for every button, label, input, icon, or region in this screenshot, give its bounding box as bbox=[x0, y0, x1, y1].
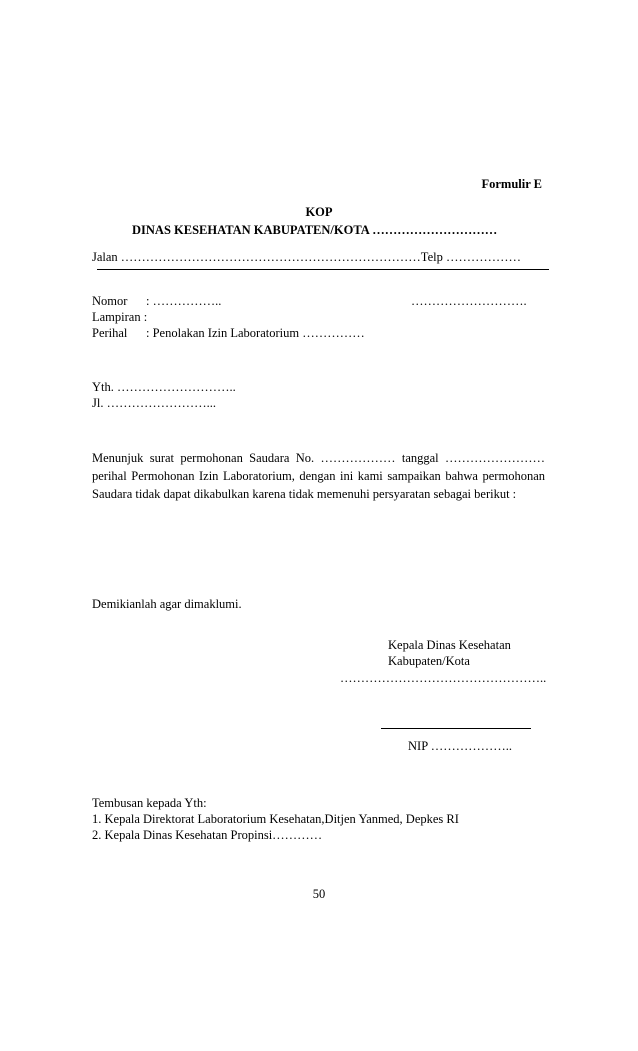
cc-heading: Tembusan kepada Yth: bbox=[92, 796, 207, 810]
perihal-value: : Penolakan Izin Laboratorium …………… bbox=[146, 326, 365, 340]
signature-title-2: Kabupaten/Kota bbox=[388, 654, 470, 668]
cc-item-2: 2. Kepala Dinas Kesehatan Propinsi………… bbox=[92, 828, 323, 842]
date-placeholder: ………………………. bbox=[411, 294, 527, 308]
body-line-2: perihal Permohonan Izin Laboratorium, dengan ini kami sampaikan bahwa permohonan bbox=[92, 469, 545, 483]
perihal-label: Perihal bbox=[92, 326, 128, 340]
agency-heading: DINAS KESEHATAN KABUPATEN/KOTA ………………………… bbox=[132, 223, 498, 237]
closing-text: Demikianlah agar dimaklumi. bbox=[92, 597, 242, 611]
nomor-value: : …………….. bbox=[146, 294, 222, 308]
cc-item-1: 1. Kepala Direktorat Laboratorium Kesehatan,Ditjen Yanmed, Depkes RI bbox=[92, 812, 459, 826]
body-line-3: Saudara tidak dapat dikabulkan karena tidak memenuhi persyaratan sebagai berikut : bbox=[92, 487, 517, 501]
nomor-label: Nomor bbox=[92, 294, 128, 308]
nip-line: NIP ……………….. bbox=[408, 739, 513, 753]
body-paragraph bbox=[92, 449, 545, 503]
body-line-1: Menunjuk surat permohonan Saudara No. ……………… tanggal …………………… bbox=[92, 451, 545, 465]
recipient-address: Jl. ……………………... bbox=[92, 396, 216, 410]
form-label: Formulir E bbox=[481, 177, 542, 191]
signature-place: ………………………………………….. bbox=[340, 671, 547, 685]
address-line: Jalan ………………………………………………………………Telp ……………… bbox=[92, 250, 521, 264]
signature-title-1: Kepala Dinas Kesehatan bbox=[388, 638, 511, 652]
signature-line bbox=[381, 728, 531, 729]
header-divider bbox=[97, 269, 549, 270]
lampiran-label: Lampiran : bbox=[92, 310, 148, 324]
kop-heading: KOP bbox=[305, 205, 333, 219]
page-number: 50 bbox=[312, 887, 326, 901]
recipient-name: Yth. ……………………….. bbox=[92, 380, 236, 394]
